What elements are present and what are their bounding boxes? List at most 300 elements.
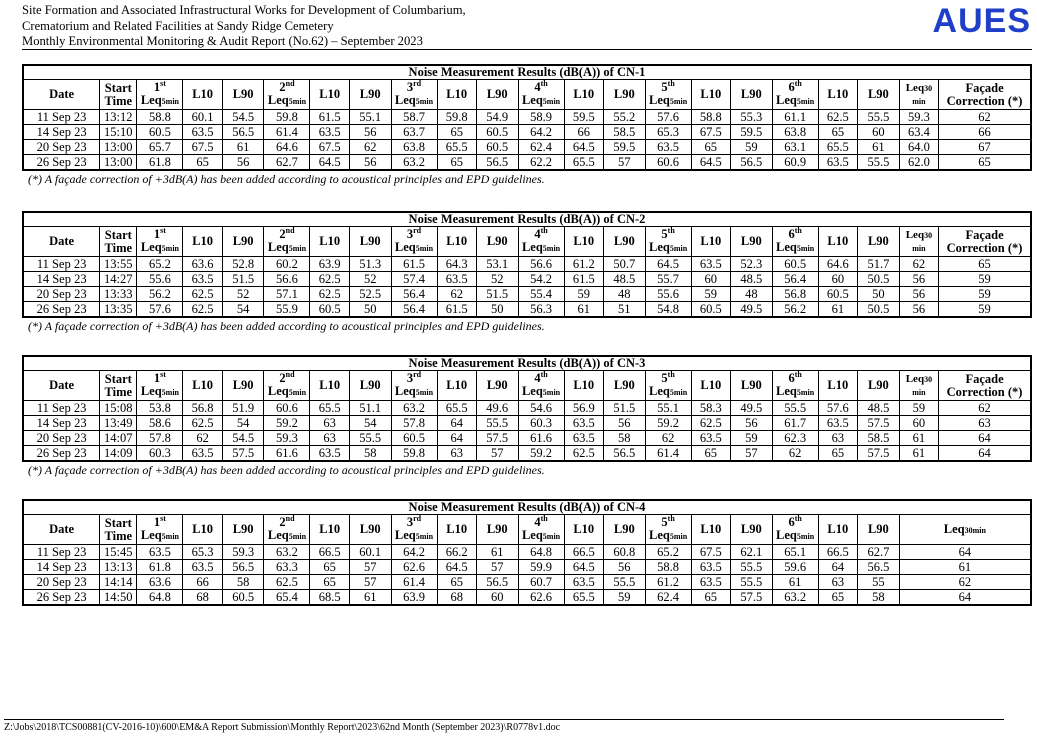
- leq30-label: [902, 372, 936, 386]
- table-cell: 60.1: [183, 110, 222, 125]
- table-cell: 65: [310, 560, 349, 575]
- table-cell: 48: [731, 287, 773, 302]
- col-l90: L90: [731, 227, 773, 257]
- table-cell: 63.5: [564, 431, 603, 446]
- table-cell: 61.5: [564, 272, 603, 287]
- col-l90: L90: [731, 515, 773, 545]
- table-cell: 57: [603, 155, 645, 171]
- col-date: [23, 515, 100, 545]
- table-cell: 56.8: [772, 287, 818, 302]
- leq-text: Leq: [776, 93, 797, 107]
- table-cell: 57: [349, 575, 391, 590]
- table-cell: 54.6: [518, 401, 564, 416]
- table-cell: 59: [603, 590, 645, 606]
- table-cell: 58.5: [603, 125, 645, 140]
- col-l90: L90: [858, 227, 900, 257]
- table-cell: 62: [645, 431, 691, 446]
- table-cell: 26 Sep 23: [23, 446, 100, 462]
- table-cell: 63: [818, 575, 857, 590]
- col-l90: L90: [476, 515, 518, 545]
- noise-table-block-cn3: [22, 355, 1032, 479]
- table-cell: 50.5: [858, 272, 900, 287]
- leq-label: [521, 385, 562, 399]
- table-cell: 62: [939, 401, 1031, 416]
- leq-subscript: 5min: [288, 97, 307, 106]
- table-cell: 56: [222, 155, 264, 171]
- table-cell: 62.7: [264, 155, 310, 171]
- table-cell: 62.5: [564, 446, 603, 462]
- footer-divider: [4, 719, 1004, 720]
- table-cell: 63.5: [310, 125, 349, 140]
- table-cell: 64.8: [137, 590, 183, 606]
- leq-text: Leq: [267, 384, 289, 398]
- col-leq30: [899, 80, 938, 110]
- table-cell: 56.5: [731, 155, 773, 171]
- table-cell: 50.5: [858, 302, 900, 318]
- leq-text: Leq: [649, 240, 670, 254]
- table-cell: 60: [899, 416, 938, 431]
- ordinal-suffix: th: [794, 514, 802, 523]
- ordinal-suffix: st: [160, 79, 166, 88]
- table-cell: 55.5: [603, 575, 645, 590]
- col-leq5min-2: [264, 515, 310, 545]
- ordinal-number: 2: [279, 80, 286, 94]
- table-row: [23, 257, 1031, 272]
- table-cell: 52.5: [349, 287, 391, 302]
- table-cell: 63: [310, 431, 349, 446]
- table-cell: 61.6: [518, 431, 564, 446]
- table-cell: 62.5: [183, 287, 222, 302]
- table-cell: 56.4: [772, 272, 818, 287]
- col-l10: L10: [183, 515, 222, 545]
- table-cell: 20 Sep 23: [23, 575, 100, 590]
- table-cell: 57.5: [731, 590, 773, 606]
- table-cell: 55.5: [476, 416, 518, 431]
- table-cell: 62: [437, 287, 476, 302]
- table-cell: 64.5: [564, 560, 603, 575]
- leq30min-text: Leq: [943, 521, 965, 536]
- table-cell: 63.1: [772, 140, 818, 155]
- facade-label: Façade: [965, 371, 1004, 386]
- table-cell: 56: [899, 272, 938, 287]
- table-cell: 64: [899, 545, 1031, 560]
- table-cell: 13:00: [100, 155, 137, 171]
- table-cell: 60.8: [603, 545, 645, 560]
- report-header: [22, 3, 466, 50]
- table-cell: 50: [858, 287, 900, 302]
- table-cell: 54: [222, 416, 264, 431]
- leq-subscript: 5min: [161, 97, 179, 106]
- col-leq5min-3: [391, 227, 437, 257]
- table-cell: 67.5: [310, 140, 349, 155]
- table-cell: 58.6: [137, 416, 183, 431]
- table-cell: 65.5: [818, 140, 857, 155]
- ordinal-number: 3: [406, 515, 414, 529]
- table-cell: 63.5: [691, 257, 730, 272]
- table-cell: 51.7: [858, 257, 900, 272]
- table-cell: 58.8: [137, 110, 183, 125]
- table-cell: 52: [476, 272, 518, 287]
- table-cell: 55.3: [731, 110, 773, 125]
- table-cell: 63.5: [564, 575, 603, 590]
- table-cell: 15:10: [100, 125, 137, 140]
- leq-text: Leq: [394, 528, 416, 542]
- table-cell: 60.5: [691, 302, 730, 318]
- table-cell: 61.1: [772, 110, 818, 125]
- table-cell: 59: [939, 287, 1031, 302]
- ordinal-number: 3: [406, 227, 414, 241]
- table-cell: 59.8: [264, 110, 310, 125]
- table-cell: 63.9: [391, 590, 437, 606]
- table-cell: 57.8: [391, 416, 437, 431]
- col-leq5min-1: [137, 80, 183, 110]
- table-cell: 57.6: [645, 110, 691, 125]
- col-l10: L10: [691, 227, 730, 257]
- col-date: [23, 227, 100, 257]
- table-cell: 54: [349, 416, 391, 431]
- table-cell: 61.5: [391, 257, 437, 272]
- table-cell: 65: [437, 125, 476, 140]
- col-leq5min-1: [137, 227, 183, 257]
- table-cell: 59: [731, 431, 773, 446]
- table-cell: 60: [691, 272, 730, 287]
- col-leq5min-4: [518, 371, 564, 401]
- col-l90: L90: [731, 80, 773, 110]
- table-cell: 51.5: [222, 272, 264, 287]
- leq30min-subscript: 30min: [964, 525, 986, 535]
- leq-subscript: 5min: [161, 244, 179, 253]
- correction-label: Correction (*): [946, 240, 1023, 255]
- table-cell: 63.5: [564, 416, 603, 431]
- table-cell: 65: [818, 590, 857, 606]
- table-cell: 64.5: [437, 560, 476, 575]
- table-cell: 63: [818, 431, 857, 446]
- leq-text: Leq: [394, 93, 416, 107]
- table-row: [23, 140, 1031, 155]
- table-cell: 57.1: [264, 287, 310, 302]
- table-row: [23, 155, 1031, 171]
- table-row: [23, 125, 1031, 140]
- table-cell: 67: [939, 140, 1031, 155]
- col-l90: L90: [476, 371, 518, 401]
- leq-subscript: 5min: [542, 532, 561, 541]
- table-cell: 64.6: [818, 257, 857, 272]
- table-cell: 65: [691, 446, 730, 462]
- table-cell: 55.5: [772, 401, 818, 416]
- leq-label: [394, 529, 435, 543]
- table-cell: 14 Sep 23: [23, 125, 100, 140]
- table-cell: 55.5: [731, 560, 773, 575]
- table-row: [23, 575, 1031, 590]
- table-cell: 62.0: [899, 155, 938, 171]
- leq30-subscript: 30: [924, 84, 933, 93]
- table-cell: 56: [603, 560, 645, 575]
- noise-table-block-cn1: [22, 64, 1032, 188]
- table-cell: 64.2: [391, 545, 437, 560]
- leq-text: Leq: [140, 93, 162, 107]
- ordinal-number: 5: [661, 80, 668, 94]
- col-time-label: Time: [104, 93, 133, 108]
- correction-label: Correction (*): [946, 384, 1023, 399]
- table-cell: 63.5: [183, 560, 222, 575]
- leq-label: [775, 241, 816, 255]
- table-cell: 59.2: [518, 446, 564, 462]
- table-cell: 60.5: [310, 302, 349, 318]
- table-cell: 57: [349, 560, 391, 575]
- col-leq5min-2: [264, 227, 310, 257]
- leq-subscript: 5min: [796, 244, 815, 253]
- col-date: [23, 371, 100, 401]
- table-cell: 51.1: [349, 401, 391, 416]
- table-cell: 60.5: [476, 140, 518, 155]
- table-cell: 65: [183, 155, 222, 171]
- table-cell: 63.8: [772, 125, 818, 140]
- col-start-label: Start: [104, 515, 132, 530]
- table-cell: 59.5: [731, 125, 773, 140]
- leq-label: [648, 94, 689, 108]
- leq-label: [139, 94, 180, 108]
- leq-subscript: 5min: [542, 244, 561, 253]
- table-cell: 58.9: [518, 110, 564, 125]
- leq-text: Leq: [267, 528, 289, 542]
- ordinal-number: 6: [788, 515, 795, 529]
- table-cell: 53.8: [137, 401, 183, 416]
- table-cell: 64.5: [645, 257, 691, 272]
- table-row: [23, 110, 1031, 125]
- correction-label: Correction (*): [946, 93, 1023, 108]
- table-cell: 63.4: [899, 125, 938, 140]
- table-cell: 59.9: [518, 560, 564, 575]
- table-cell: 59: [939, 272, 1031, 287]
- table-cell: 63: [310, 416, 349, 431]
- table-cell: 26 Sep 23: [23, 155, 100, 171]
- table-cell: 63.5: [310, 446, 349, 462]
- ordinal-number: 6: [788, 371, 795, 385]
- col-l10: L10: [310, 80, 349, 110]
- table-cell: 60.9: [772, 155, 818, 171]
- leq30-text: Leq: [905, 82, 925, 94]
- leq-label: [521, 529, 562, 543]
- leq-subscript: 5min: [669, 532, 688, 541]
- table-cell: 48.5: [603, 272, 645, 287]
- table-cell: 56.8: [183, 401, 222, 416]
- table-cell: 59.2: [645, 416, 691, 431]
- table-cell: 56: [899, 302, 938, 318]
- table-cell: 63.5: [183, 125, 222, 140]
- aues-logo: AUES: [932, 2, 1031, 40]
- table-cell: 67.5: [691, 545, 730, 560]
- table-cell: 63.5: [137, 545, 183, 560]
- leq-text: Leq: [649, 93, 670, 107]
- table-cell: 61.7: [772, 416, 818, 431]
- table-cell: 54: [222, 302, 264, 318]
- table-cell: 54.9: [476, 110, 518, 125]
- col-l90: L90: [476, 227, 518, 257]
- table-cell: 55.2: [603, 110, 645, 125]
- table-cell: 66: [939, 125, 1031, 140]
- ordinal-suffix: nd: [285, 79, 295, 88]
- table-cell: 61: [349, 590, 391, 606]
- table-cell: 55.5: [731, 575, 773, 590]
- table-cell: 14:09: [100, 446, 137, 462]
- table-cell: 63.2: [391, 401, 437, 416]
- table-cell: 65: [939, 257, 1031, 272]
- table-cell: 14:07: [100, 431, 137, 446]
- table-cell: 60.5: [818, 287, 857, 302]
- leq-label: [521, 241, 562, 255]
- col-start-time: [100, 371, 137, 401]
- ordinal-number: 5: [661, 515, 668, 529]
- table-cell: 63.7: [391, 125, 437, 140]
- table-cell: 52.8: [222, 257, 264, 272]
- table-cell: 11 Sep 23: [23, 545, 100, 560]
- table-cell: 64.5: [310, 155, 349, 171]
- table-cell: 59: [691, 287, 730, 302]
- ordinal-suffix: rd: [413, 514, 422, 523]
- leq-text: Leq: [140, 384, 162, 398]
- col-l10: L10: [310, 515, 349, 545]
- table-cell: 64: [899, 590, 1031, 606]
- table-cell: 60.5: [222, 590, 264, 606]
- table-cell: 62.3: [772, 431, 818, 446]
- table-cell: 26 Sep 23: [23, 302, 100, 318]
- leq-label: [394, 241, 435, 255]
- footer-path: Z:\Jobs\2018\TCS00881(CV-2016-10)\600\EM&A Report Submission\Monthly Report\2023\62nd Month (September 2023)\R0778v1.doc: [4, 722, 561, 733]
- table-cell: 65.5: [564, 155, 603, 171]
- col-date: [23, 80, 100, 110]
- col-leq30min: [899, 515, 1031, 545]
- table-cell: 57.5: [858, 416, 900, 431]
- col-leq5min-1: [137, 515, 183, 545]
- table-cell: 67.5: [183, 140, 222, 155]
- col-start-label: Start: [104, 227, 132, 242]
- leq30-subscript: 30: [924, 375, 933, 384]
- col-date-label: Date: [49, 522, 75, 536]
- table-cell: 67.5: [691, 125, 730, 140]
- ordinal-suffix: th: [667, 514, 675, 523]
- ordinal-number: 4: [534, 371, 541, 385]
- col-l90: L90: [858, 371, 900, 401]
- table-cell: 59.5: [603, 140, 645, 155]
- table-cell: 62.5: [310, 272, 349, 287]
- table-row: [23, 560, 1031, 575]
- leq-label: [394, 385, 435, 399]
- table-cell: 59.2: [264, 416, 310, 431]
- table-cell: 58.8: [645, 560, 691, 575]
- leq-text: Leq: [521, 240, 543, 254]
- table-cell: 11 Sep 23: [23, 257, 100, 272]
- table-cell: 65: [310, 575, 349, 590]
- table-cell: 61.8: [137, 560, 183, 575]
- table-cell: 57.5: [476, 431, 518, 446]
- table-cell: 58.7: [391, 110, 437, 125]
- leq-subscript: 5min: [415, 97, 434, 106]
- ordinal-number: 1: [153, 227, 161, 241]
- table-cell: 55.4: [518, 287, 564, 302]
- table-cell: 60: [818, 272, 857, 287]
- col-l90: L90: [603, 515, 645, 545]
- leq-subscript: 5min: [542, 97, 561, 106]
- table-cell: 68.5: [310, 590, 349, 606]
- leq-text: Leq: [521, 528, 543, 542]
- ordinal-suffix: th: [667, 79, 675, 88]
- leq-label: [139, 529, 180, 543]
- table-cell: 62.6: [391, 560, 437, 575]
- ordinal-suffix: rd: [413, 79, 422, 88]
- table-cell: 13:49: [100, 416, 137, 431]
- table-title: Noise Measurement Results (dB(A)) of CN-4: [23, 500, 1031, 515]
- table-cell: 13:00: [100, 140, 137, 155]
- leq-text: Leq: [140, 528, 162, 542]
- table-row: [23, 416, 1031, 431]
- leq-subscript: 5min: [288, 244, 307, 253]
- table-cell: 56.6: [264, 272, 310, 287]
- table-cell: 62.4: [645, 590, 691, 606]
- table-cell: 52.3: [731, 257, 773, 272]
- leq-label: [521, 94, 562, 108]
- table-cell: 51.5: [476, 287, 518, 302]
- table-row: [23, 545, 1031, 560]
- table-cell: 66.5: [818, 545, 857, 560]
- col-l10: L10: [437, 80, 476, 110]
- table-cell: 57: [476, 560, 518, 575]
- table-cell: 61: [858, 140, 900, 155]
- table-cell: 66: [183, 575, 222, 590]
- table-cell: 58: [349, 446, 391, 462]
- col-facade-correction: [939, 80, 1031, 110]
- ordinal-suffix: nd: [285, 370, 295, 379]
- table-cell: 57: [476, 446, 518, 462]
- table-cell: 61.2: [645, 575, 691, 590]
- table-cell: 58.5: [858, 431, 900, 446]
- col-l10: L10: [437, 227, 476, 257]
- col-leq5min-2: [264, 80, 310, 110]
- ordinal-suffix: th: [667, 226, 675, 235]
- table-cell: 61: [222, 140, 264, 155]
- table-cell: 63.5: [183, 272, 222, 287]
- col-leq5min-3: [391, 515, 437, 545]
- table-cell: 63.5: [818, 416, 857, 431]
- table-cell: 60.7: [518, 575, 564, 590]
- table-cell: 14 Sep 23: [23, 272, 100, 287]
- noise-table-block-cn2: [22, 211, 1032, 335]
- table-cell: 51.3: [349, 257, 391, 272]
- col-l10: L10: [183, 227, 222, 257]
- col-time-label: Time: [104, 240, 133, 255]
- table-cell: 62.5: [264, 575, 310, 590]
- table-cell: 61.2: [564, 257, 603, 272]
- table-cell: 60.3: [518, 416, 564, 431]
- ordinal-suffix: nd: [285, 226, 295, 235]
- table-cell: 51.5: [603, 401, 645, 416]
- col-leq5min-5: [645, 371, 691, 401]
- leq-text: Leq: [140, 240, 162, 254]
- table-cell: 65.5: [310, 401, 349, 416]
- table-cell: 64.3: [437, 257, 476, 272]
- table-cell: 60.6: [264, 401, 310, 416]
- ordinal-suffix: th: [540, 79, 548, 88]
- table-cell: 63.5: [645, 140, 691, 155]
- table-cell: 53.1: [476, 257, 518, 272]
- leq-subscript: 5min: [796, 97, 815, 106]
- ordinal-number: 3: [406, 80, 414, 94]
- ordinal-suffix: th: [540, 226, 548, 235]
- col-l90: L90: [222, 227, 264, 257]
- ordinal-number: 6: [788, 80, 795, 94]
- table-cell: 59.8: [437, 110, 476, 125]
- table-cell: 56: [899, 287, 938, 302]
- col-start-time: [100, 80, 137, 110]
